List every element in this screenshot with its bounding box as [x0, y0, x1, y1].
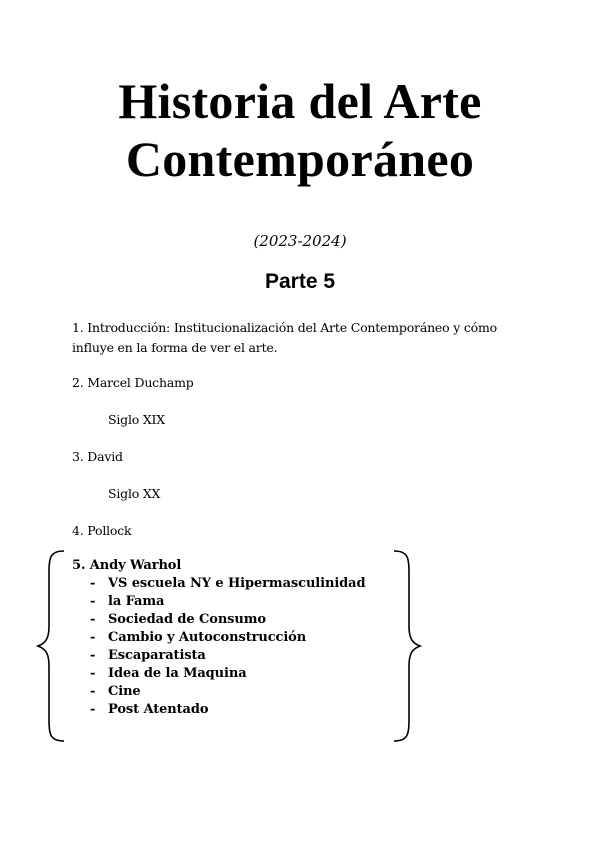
- bullet-dash: -: [90, 612, 96, 627]
- warhol-subitem: [72, 683, 365, 701]
- warhol-section: [72, 557, 365, 719]
- warhol-subitem-text: Cambio y Autoconstrucción: [108, 630, 307, 645]
- warhol-subitem-text: VS escuela NY e Hipermasculinidad: [108, 576, 366, 591]
- warhol-subitem-text: Escaparatista: [108, 648, 206, 663]
- warhol-heading: 5. Andy Warhol: [72, 558, 182, 573]
- item-pollock: 4. Pollock: [72, 523, 132, 538]
- warhol-subitem-text: Sociedad de Consumo: [108, 612, 266, 627]
- warhol-subitem-text: Cine: [108, 684, 141, 699]
- bullet-dash: -: [90, 702, 96, 717]
- bullet-dash: -: [90, 594, 96, 609]
- warhol-subitem: [72, 629, 365, 647]
- subitem-siglo-xx: Siglo XX: [108, 486, 161, 501]
- academic-years: (2023-2024): [253, 232, 347, 250]
- warhol-subitems-list: [72, 575, 365, 719]
- warhol-subitem-text: la Fama: [108, 594, 165, 609]
- warhol-subitem-text: Post Atentado: [108, 702, 209, 717]
- right-brace: [388, 548, 424, 744]
- item-duchamp: 2. Marcel Duchamp: [72, 375, 194, 390]
- warhol-subitem: [72, 701, 365, 719]
- subitem-siglo-xix: Siglo XIX: [108, 412, 165, 427]
- item-david: 3. David: [72, 449, 123, 464]
- title-line-2: Contemporáneo: [125, 131, 475, 187]
- bullet-dash: -: [90, 684, 96, 699]
- warhol-subitem: [72, 575, 365, 593]
- warhol-subitem-text: Idea de la Maquina: [108, 666, 247, 681]
- part-heading: Parte 5: [264, 270, 336, 293]
- bullet-dash: -: [90, 648, 96, 663]
- intro-line-1: 1. Introducción: Institucionalización del Arte Contemporáneo y cómo: [72, 320, 497, 335]
- warhol-subitem: [72, 611, 365, 629]
- title-line-1: Historia del Arte: [118, 73, 482, 129]
- intro-item: [72, 318, 497, 358]
- left-brace: [34, 548, 70, 744]
- bullet-dash: -: [90, 666, 96, 681]
- warhol-subitem: [72, 647, 365, 665]
- intro-line-2: influye en la forma de ver el arte.: [72, 340, 278, 355]
- warhol-subitem: [72, 665, 365, 683]
- bullet-dash: -: [90, 576, 96, 591]
- warhol-subitem: [72, 593, 365, 611]
- document-title: [0, 72, 600, 188]
- bullet-dash: -: [90, 630, 96, 645]
